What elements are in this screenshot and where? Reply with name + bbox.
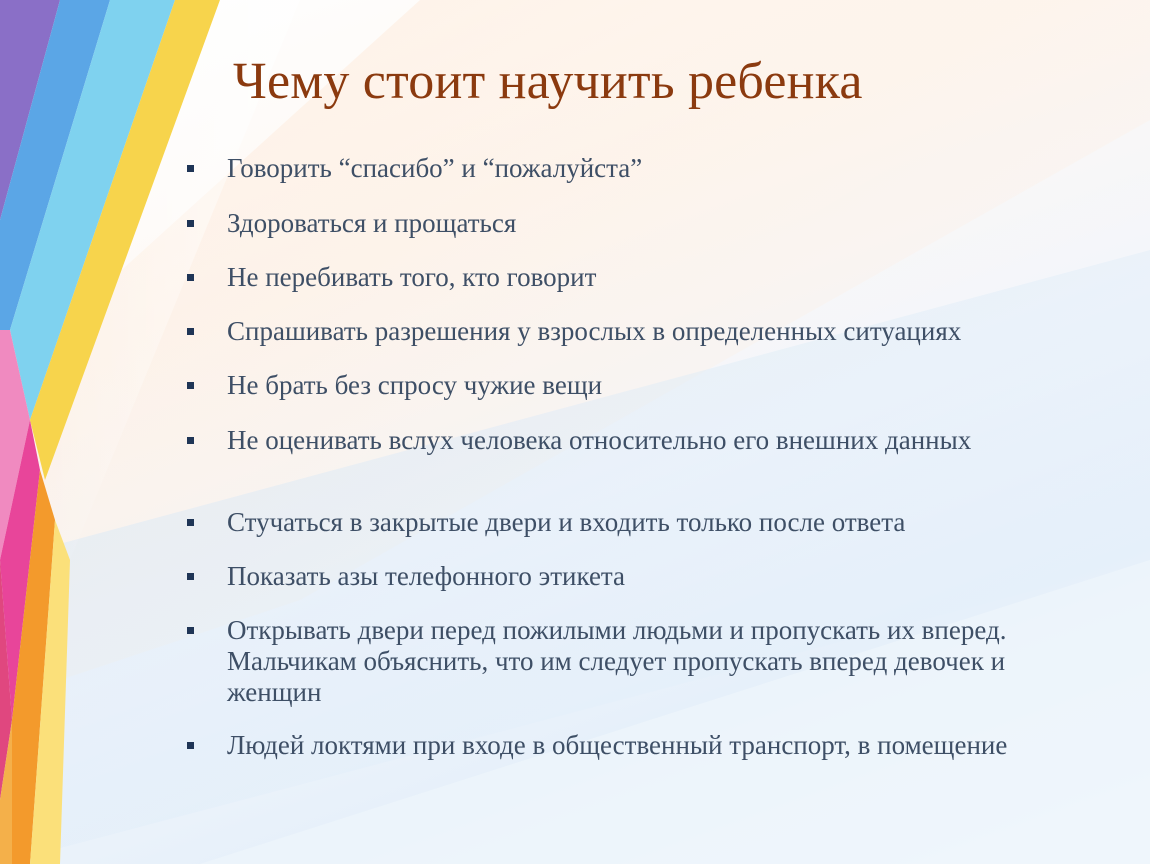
square-bullet-icon — [187, 220, 194, 227]
slide-title: Чему стоит научить ребенка — [233, 53, 863, 110]
square-bullet-icon — [187, 573, 194, 580]
square-bullet-icon — [187, 742, 194, 749]
square-bullet-icon — [187, 519, 194, 526]
list-item — [187, 425, 1107, 456]
list-item-text: Не брать без спросу чужие вещи — [227, 370, 603, 400]
list-item — [187, 316, 1107, 347]
list-item-text: Говорить “спасибо” и “пожалуйста” — [227, 153, 643, 183]
square-bullet-icon — [187, 274, 194, 281]
list-item — [187, 370, 1107, 401]
list-item — [187, 208, 1107, 239]
list-item — [187, 561, 1107, 592]
list-item — [187, 507, 1107, 538]
list-item — [187, 615, 1107, 708]
list-item-text: Не оценивать вслух человека относительно его внешних данных — [227, 425, 972, 455]
list-item — [187, 730, 1107, 761]
list-item-text: Показать азы телефонного этикета — [227, 561, 626, 591]
list-item-text: Не перебивать того, кто говорит — [227, 262, 597, 292]
list-item-text: Открывать двери перед пожилыми людьми и пропускать их вперед. Мальчикам объяснить, что им следует пропускать вперед девочек и женщин — [227, 615, 1007, 707]
list-item — [187, 262, 1107, 293]
list-item-text: Людей локтями при входе в общественный транспорт, в помещение — [227, 730, 1008, 760]
square-bullet-icon — [187, 382, 194, 389]
list-item-text: Стучаться в закрытые двери и входить только после ответа — [227, 507, 906, 537]
square-bullet-icon — [187, 165, 194, 172]
list-item-text: Спрашивать разрешения у взрослых в определенных ситуациях — [227, 316, 962, 346]
list-item — [187, 153, 1107, 184]
square-bullet-icon — [187, 627, 194, 634]
square-bullet-icon — [187, 437, 194, 444]
square-bullet-icon — [187, 328, 194, 335]
list-item-text: Здороваться и прощаться — [227, 208, 517, 238]
